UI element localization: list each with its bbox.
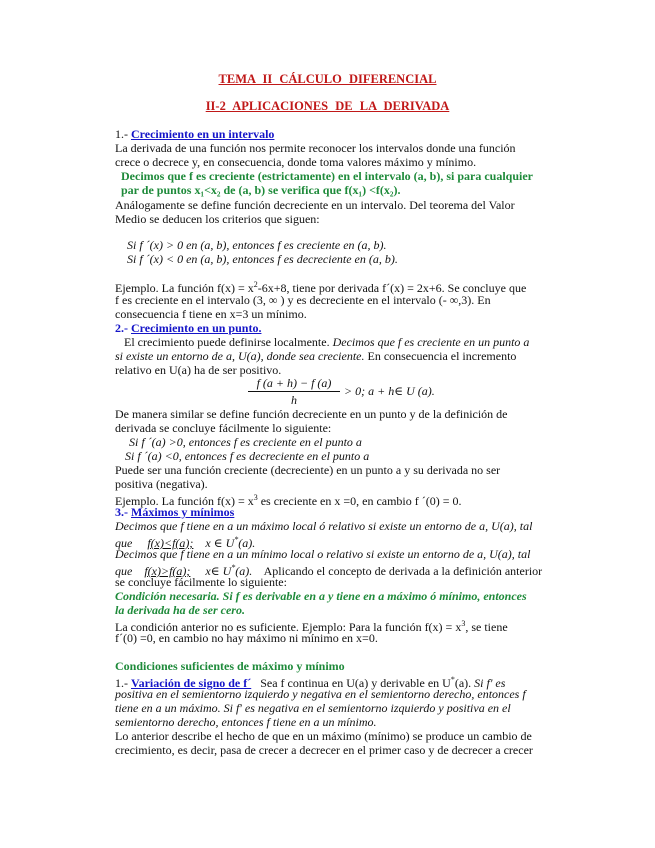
formula-condition: > 0; a + h∈ U (a). <box>344 384 435 398</box>
italic-text: Decimos que f es creciente en un punto a <box>332 335 530 349</box>
section-2-heading <box>115 321 261 335</box>
text: El crecimiento puede definirse localmente. <box>115 335 333 349</box>
text: x ∈ U <box>193 536 235 550</box>
exponent: 3 <box>253 493 258 502</box>
section-number: 2.- <box>115 321 131 335</box>
fraction-denominator: h <box>291 393 297 407</box>
text: Sea f continua en U(a) y derivable en U <box>251 676 451 690</box>
necessary-condition-line: la derivada ha de ser cero. <box>115 603 245 617</box>
paragraph-line: crecimiento, es decir, pasa de crecer a decrecer en el primer caso y de decrecer a crecer <box>115 743 533 757</box>
superscript: * <box>234 535 239 544</box>
paragraph-line: Medio se deducen los criterios que siguen: <box>115 212 320 226</box>
section-1-link[interactable]: Crecimiento en un intervalo <box>131 127 275 141</box>
paragraph-line: crece o decrece y, en consecuencia, donde toma valores máximo y mínimo. <box>115 155 477 169</box>
criterion-line: Si f ´(a) <0, entonces f es decreciente en el punto a <box>125 449 370 463</box>
paragraph-line: Puede ser una función creciente (decreciente) en un punto a y su derivada no ser <box>115 463 501 477</box>
paragraph-line: derivada se concluye fácilmente lo siguiente: <box>115 421 332 435</box>
text: que <box>115 564 145 578</box>
underlined-text: f(x)<f(a); <box>147 536 194 550</box>
paragraph-line: se concluye fácilmente lo siguiente: <box>115 575 287 589</box>
text: (a). <box>454 676 475 690</box>
fraction-bar <box>248 391 340 392</box>
section-2-link[interactable]: Crecimiento en un punto. <box>131 321 262 335</box>
underlined-text: f(x)>f(a); <box>144 564 191 578</box>
paragraph-line <box>115 335 529 349</box>
section-3-link[interactable]: Máximos y mínimos <box>131 505 235 519</box>
paragraph-line: semientorno derecho, entonces f tiene en a un mínimo. <box>115 715 377 729</box>
paragraph-line: De manera similar se define función decreciente en un punto y de la definición de <box>115 407 508 421</box>
paragraph-line: positiva en el semientorno izquierdo y negativa en el semientorno derecho, entonces f <box>115 687 526 701</box>
section-number: 3.- <box>115 505 131 519</box>
sufficient-conditions-heading: Condiciones suficientes de máximo y mínimo <box>115 659 345 673</box>
text: (a). <box>238 536 256 550</box>
exponent: 3 <box>461 619 466 628</box>
example-text: Ejemplo. La función f(x) = x <box>115 494 254 508</box>
text: (a). <box>235 564 253 578</box>
paragraph-line: La derivada de una función nos permite reconocer los intervalos donde una función <box>115 141 516 155</box>
fraction-numerator: f (a + h) − f (a) <box>256 376 332 390</box>
paragraph-line: Decimos que f tiene en a un mínimo local o relativo si existe un entorno de a, U(a), tal <box>115 547 531 561</box>
paragraph-line: Decimos que f tiene en a un máximo local ó relativo si existe un entorno de a, U(a), tal <box>115 519 533 533</box>
subsection-number: 1.- <box>115 676 131 690</box>
section-1-heading <box>115 127 274 141</box>
criterion-line: Si f ´(a) >0, entonces f es creciente en el punto a <box>129 435 362 449</box>
text: Aplicando el concepto de derivada a la definición anterior <box>252 564 543 578</box>
superscript: * <box>231 563 236 572</box>
section-3-heading <box>115 505 234 519</box>
example-text: es creciente en x =0, en cambio f ´(0) = 0. <box>257 494 462 508</box>
text: En consecuencia el incremento <box>364 349 517 363</box>
paragraph-line: f´(0) =0, en cambio no hay máximo ni mínimo en x=0. <box>115 631 378 645</box>
text: que <box>115 536 148 550</box>
italic-text: Si f' es <box>474 676 506 690</box>
criterion-line: Si f ´(x) > 0 en (a, b), entonces f es creciente en (a, b). <box>127 238 387 252</box>
definition-line: par de puntos x₁<x₂ de (a, b) se verifica que f(x₁) <f(x₂). <box>121 183 401 197</box>
example-text: -6x+8, tiene por derivada f´(x) = 2x+6. Se concluye que <box>257 281 527 295</box>
exponent: 2 <box>253 280 258 289</box>
paragraph-line <box>115 349 516 363</box>
paragraph-line: f es creciente en el intervalo (3, ∞ ) y es decreciente en el intervalo (- ∞,3). En <box>115 293 491 307</box>
paragraph-line: Análogamente se define función decreciente en un intervalo. Del teorema del Valor <box>115 198 515 212</box>
text: La condición anterior no es suficiente. Ejemplo: Para la función f(x) = x <box>115 620 462 634</box>
paragraph-line: relativo en U(a) ha de ser positivo. <box>115 363 282 377</box>
subsection-link[interactable]: Variación de signo de f´ <box>131 676 252 690</box>
example-text: Ejemplo. La función f(x) = x <box>115 281 254 295</box>
text: x∈ U <box>190 564 232 578</box>
paragraph-line: positiva (negativa). <box>115 477 208 491</box>
paragraph-line: Lo anterior describe el hecho de que en un máximo (mínimo) se produce un cambio de <box>115 729 532 743</box>
page-subtitle: II-2 APLICACIONES DE LA DERIVADA <box>205 99 450 113</box>
text: , se tiene <box>465 620 508 634</box>
paragraph-line: tiene en a un máximo. Si f' es negativa en el semientorno izquierdo y positiva en el <box>115 701 511 715</box>
criterion-line: Si f ´(x) < 0 en (a, b), entonces f es decreciente en (a, b). <box>127 252 398 266</box>
italic-text: si existe un entorno de a, U(a), donde sea creciente. <box>115 349 365 363</box>
paragraph-line: consecuencia f tiene en x=3 un mínimo. <box>115 307 307 321</box>
superscript: * <box>450 675 455 684</box>
definition-line: Decimos que f es creciente (estrictamente) en el intervalo (a, b), si para cualquier <box>121 169 534 183</box>
necessary-condition-line: Condición necesaria. Si f es derivable en a y tiene en a máximo ó mínimo, entonces <box>115 589 527 603</box>
section-number: 1.- <box>115 127 131 141</box>
page-title: TEMA II CÁLCULO DIFERENCIAL <box>218 72 437 86</box>
